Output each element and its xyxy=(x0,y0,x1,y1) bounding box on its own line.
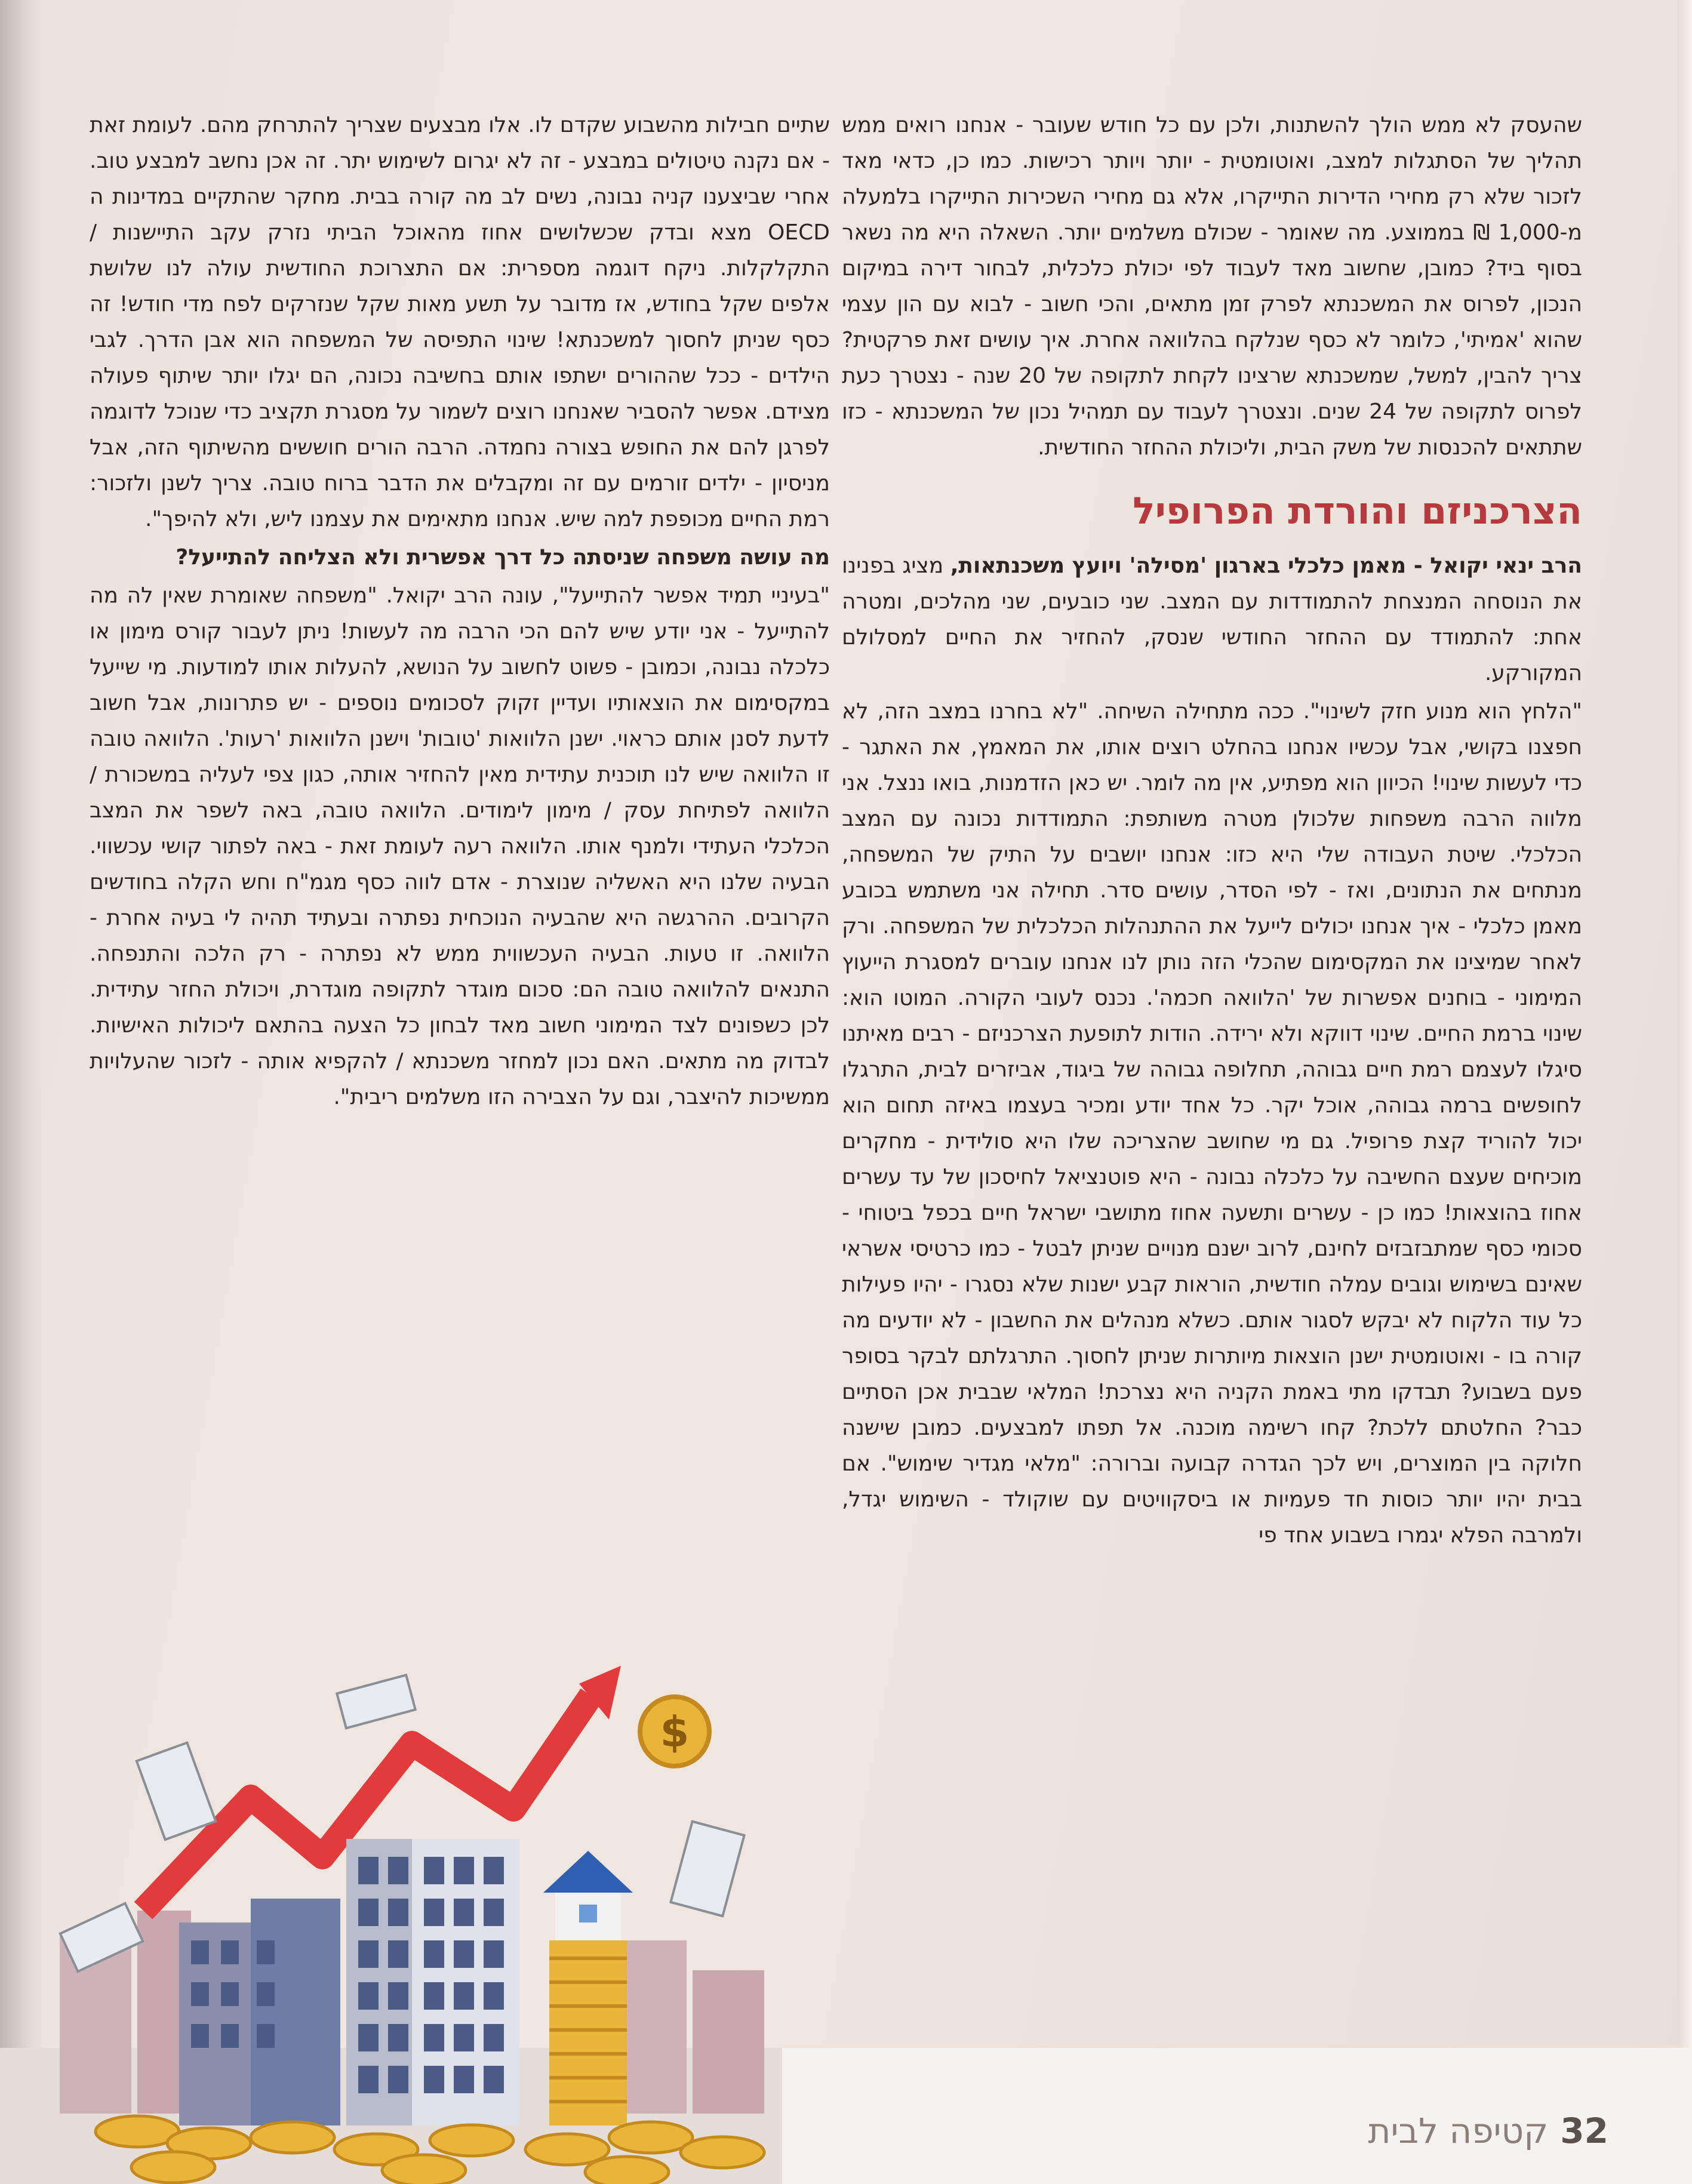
answer-paragraph: "בעיניי תמיד אפשר להתייעל", עונה הרב יקואל. "משפחה שאומרת שאין לה מה להתייעל - אני יודע שיש להם הכי הרבה מה לעשות! ניתן לעבור קורס מימון או כלכלה נבונה, וכמובן - פשוט לחשוב על הנושא, להעלות אותו למודעות. מי שייעל במקסימום את הוצאותיו ועדיין זקוק לסכומים נוספים - יש פתרונות, אבל חשוב לדעת לסנן אותם כראוי. ישנן הלוואות 'טובות' וישנן הלוואות 'רעות'. הלוואה טובה זו הלוואה שיש לנו תוכנית עתידית מאין להחזיר אותה, כגון צפי לעליה במשכורת / הלוואה לפתיחת עסק / מימון לימודים. הלוואה טובה, באה לשפר את המצב הכלכלי העתידי ולמנף אותו. הלוואה רעה לעומת זאת - באה לפתור קושי עכשווי. הבעיה שלנו היא האשליה שנוצרת - אדם לווה כסף מגמ"ח וחש הקלה בחודשים הקרובים. ההרגשה היא שהבעיה הנוכחית נפתרה ובעתיד תהיה לי בעיה אחרת - הלוואה. זו טעות. הבעיה העכשווית ממש לא נפתרה - רק הלכה והתנפחה. התנאים להלוואה טובה הם: סכום מוגדר לתקופה מוגדרת, ויכולת החזר עתידית. לכן כשפונים לצד המימוני חשוב מאד לבחון כל הצעה בהתאם ליכולות האישיות. לבדוק מה מתאים. האם נכון למחזר משכנתא / להקפיא אותה - לזכור שהעלויות ממשיכות להיצבר, וגם על הצבירה הזו משלמים ריבית". xyxy=(90,583,830,1109)
question-heading: מה עושה משפחה שניסתה כל דרך אפשרית ולא הצליחה להתייעל? xyxy=(176,545,830,570)
coin-stack xyxy=(549,1940,627,2125)
byline-author: הרב ינאי יקואל - מאמן כלכלי בארגון 'מסילה' ויועץ משכנתאות, xyxy=(950,553,1582,578)
body-paragraph-continued: שתיים חבילות מהשבוע שקדם לו. אלו מבצעים שצריך להתרחק מהם. לעומת זאת - אם נקנה טיטולים במבצע - זה לא יגרום לשימוש יתר. זה אכן נחשב למבצע טוב. אחרי שביצענו קניה נבונה, נשים לב מה קורה בבית. מחקר שהתקיים במדינות ה OECD מצא ובדק שכשלושים אחוז מהאוכל הביתי נזרק עקב התיישנות / התקלקלות. ניקח דוגמה מספרית: אם התצרוכת החודשית עולה לנו שלושת אלפים שקל בחודש, אז מדובר על תשע מאות שקל שנזרקים לפח מדי חודש! זה כסף שניתן לחסוך למשכנתא! שינוי התפיסה של המשפחה הוא אבן הדרך. לגבי הילדים - ככל שההורים ישתפו אותם בחשיבה נכונה, הם יגלו יותר שיתוף פעולה מצידם. אפשר להסביר שאנחנו רוצים לשמור על מסגרת תקציב כדי שנוכל לדוגמה לפרגן להם את החופש בצורה נחמדה. הרבה הורים חוששים מהשיתוף הזה, אבל מניסיון - ילדים זורמים עם זה ומקבלים את הדבר ברוח טובה. צריך לשנן ולזכור: רמת החיים מכופפת למה שיש. אנחנו מתאימים את עצמנו ליש, ולא להיפך". xyxy=(90,113,830,531)
dollar-coin-icon xyxy=(640,1697,709,1766)
buildings xyxy=(179,1839,519,2125)
page-number: 32 xyxy=(1560,2111,1608,2151)
real-estate-illustration xyxy=(54,1660,782,2184)
byline-paragraph xyxy=(842,548,1582,691)
page-footer xyxy=(1368,2111,1608,2151)
article-column-right xyxy=(842,107,1582,1554)
article-column-left xyxy=(90,107,830,1115)
page-spine-shadow xyxy=(0,0,42,2184)
byline-text: מציג בפנינו את הנוסחה המנצחת להתמודדות עם המצב. שני כובעים, שני מהלכים, ומטרה אחת: להתמודד עם ההחזר החודשי שנסק, להחזיר את החיים למסלולם המקורקע. xyxy=(842,553,1582,685)
svg-text:$: $ xyxy=(660,1708,690,1757)
house-icon xyxy=(543,1851,633,1940)
body-paragraph: "הלחץ הוא מנוע חזק לשינוי". ככה מתחילה השיחה. "לא בחרנו במצב הזה, לא חפצנו בקושי, אבל עכשיו אנחנו בהחלט רוצים אותו, את המאמץ, את האתגר - כדי לעשות שינוי! הכיוון הוא מפתיע, אין מה לומר. יש כאן הזדמנות, בואו ננצל. אני מלווה הרבה משפחות שלכולן מטרה משותפת: התמודדות נכונה עם המצב הכלכלי. שיטת העבודה שלי היא כזו: אנחנו יושבים על התיק של המשפחה, מנתחים את הנתונים, ואז - לפי הסדר, עושים סדר. תחילה אני משתמש בכובע מאמן כלכלי - איך אנחנו יכולים לייעל את ההתנהלות הכלכלית של המשפחה. ורק לאחר שמיצינו את המקסימום שהכלי הזה נותן לנו אנחנו עוברים למסגרת הייעוץ המימוני - בוחנים אפשרות של 'הלוואה חכמה'. נכנס לעובי הקורה. המוטו הוא: שינוי ברמת החיים. שינוי דווקא ולא ירידה. הודות לתופעת הצרכניזם - רבים מאיתנו סיגלו לעצמם רמת חיים גבוהה, תחלופה גבוהה של ביגוד, אביזרים לבית, התרגלו לחופשים ברמה גבוהה, אוכל יקר. כל אחד יודע ומכיר בעצמו באיזה תחום הוא יכול להוריד קצת פרופיל. גם מי שחושב שהצריכה שלו היא סולידית - מחקרים מוכיחים שעצם החשיבה על כלכלה נבונה - היא פוטנציאל לחיסכון של עד עשרים אחוז בהוצאות! כמו כן - עשרים ותשעה אחוז מתושבי ישראל חיים בכפל ביטוחי - סכומי כסף שמתבזבזים לחינם, לרוב ישנם מנויים שניתן לבטל - כמו כרטיסי אשראי שאינם בשימוש וגובים עמלה חודשית, הוראות קבע ישנות שלא נסגרו - יהיו פעילות כל עוד הלקוח לא יבקש לסגור אותם. כשלא מנהלים את החשבון - לא יודעים מה קורה בו - ואוטומטית ישנן הוצאות מיותרות שניתן לחסוך. התרגלתם לבקר בסופר פעם בשבוע? תבדקו מתי באמת הקניה היא נצרכת! המלאי שבבית אכן הסתיים כבר? החלטתם ללכת? קחו רשימה מוכנה. אל תפתו למבצעים. כמובן שישנה חלוקה בין המוצרים, ויש לכך הגדרה קבועה וברורה: "מלאי מגדיר שימוש". אם בבית יהיו יותר כוסות חד פעמיות או ביסקוויטים עם שוקולד - השימוש יגדל, ולמרבה הפלא יגמרו בשבוע אחד פי xyxy=(842,699,1582,1548)
section-heading: הצרכניזם והורדת הפרופיל xyxy=(1133,489,1582,533)
page-edge xyxy=(1678,0,1692,2184)
intro-paragraph: שהעסק לא ממש הולך להשתנות, ולכן עם כל חודש שעובר - אנחנו רואים ממש תהליך של הסתגלות למצב, ואוטומטית - יותר ויותר רכישות. כמו כן, כדאי מאד לזכור שלא רק מחירי הדירות התייקרו, אלא גם מחירי השכירות התייקרו בלמעלה מ-1,000 ₪ בממוצע. מה שאומר - שכולם משלמים יותר. השאלה היא מה נשאר בסוף ביד? כמובן, שחשוב מאד לעבוד לפי יכולת כלכלית, לבחור דירה במיקום הנכון, לפרוס את המשכנתא לפרק זמן מתאים, והכי חשוב - לבוא עם הון עצמי שהוא 'אמיתי', כלומר לא כסף שנלקח בהלוואה אחרת. איך עושים זאת פרקטית? צריך להבין, למשל, שמשכנתא שרצינו לקחת לתקופה של 20 שנה - נצטרך כעת לפרוס לתקופה של 24 שנים. ונצטרך לעבוד עם תמהיל נכון של המשכנתא - כזו שתתאים להכנסות של משק הבית, וליכולת ההחזר החודשית. xyxy=(842,113,1582,460)
coin-pile xyxy=(96,2116,764,2184)
magazine-name: קטיפה לבית xyxy=(1368,2111,1549,2151)
